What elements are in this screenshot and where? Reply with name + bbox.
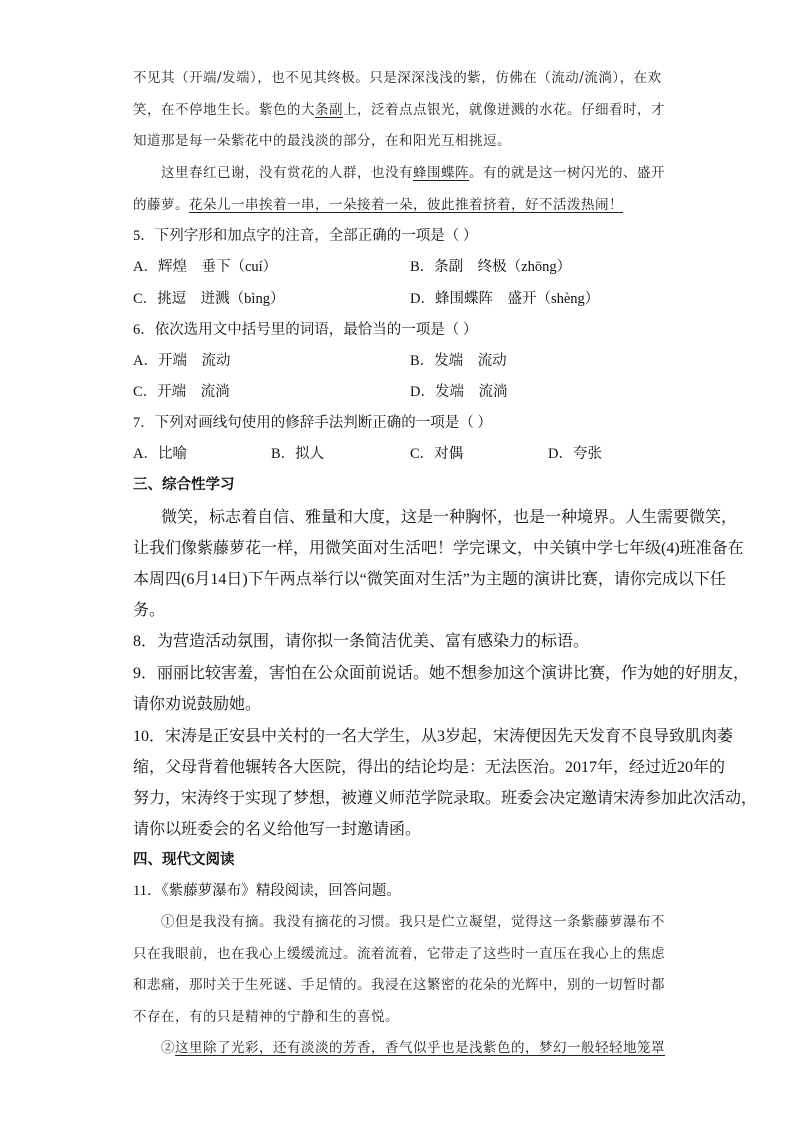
q5-option-c: C．挑逗 迸溅（bìng） bbox=[133, 291, 285, 307]
passage-text: 不见其（开端/发端），也不见其终极。只是深深浅浅的紫，仿佛在（流动/流淌），在欢 bbox=[133, 70, 662, 86]
passage-text: 这里春红已谢，没有赏花的人群，也没有 bbox=[161, 165, 413, 181]
q5-option-d: D．蜂围蝶阵 盛开（shèng） bbox=[410, 291, 600, 307]
section-3-paragraph-line: 本周四(6月14日)下午两点举行以“微笑面对生活”为主题的演讲比赛，请你完成以下任 bbox=[133, 571, 726, 588]
question-10-line-2: 缩，父母背着他辗转各大医院，得出的结论均是：无法医治。2017年，经过近20年的 bbox=[133, 759, 726, 776]
passage-text: 知道那是每一朵紫花中的最浅淡的部分，在和阳光互相挑逗。 bbox=[133, 133, 511, 149]
question-5-stem: 5．下列字形和加点字的注音，全部正确的一项是（ ） bbox=[133, 228, 478, 244]
passage-line-1 bbox=[133, 66, 663, 86]
passage-text: 上，泛着点点银光，就像迸溅的水花。仔细看时，才 bbox=[343, 102, 665, 118]
underlined-sentence: 花朵儿一串挨着一串，一朵接着一朵，彼此推着挤着，好不活泼热闹！ bbox=[189, 197, 623, 213]
reading-paragraph-1-line: ①但是我没有摘。我没有摘花的习惯。我只是伫立凝望，觉得这一条紫藤萝瀑布不 bbox=[161, 914, 665, 930]
question-9-line-2: 请你劝说鼓励她。 bbox=[133, 696, 262, 713]
passage-line-2 bbox=[133, 98, 663, 118]
q6-option-b: B．发端 流动 bbox=[410, 353, 507, 369]
underlined-word: 蜂围蝶阵 bbox=[413, 165, 469, 181]
q7-option-c: C．对偶 bbox=[410, 446, 464, 462]
section-3-paragraph-line: 务。 bbox=[133, 602, 166, 619]
passage-line-4 bbox=[161, 161, 691, 181]
underlined-sentence: 这里除了光彩，还有淡淡的芳香，香气似乎也是浅紫色的，梦幻一般轻轻地笼罩 bbox=[175, 1040, 665, 1056]
reading-paragraph-1-line: 不存在，有的只是精神的宁静和生的喜悦。 bbox=[133, 1009, 399, 1025]
reading-paragraph-1-line: 只在我眼前，也在我心上缓缓流过。流着流着，它带走了这些时一直压在我心上的焦虑 bbox=[133, 946, 665, 962]
q6-option-a: A．开端 流动 bbox=[133, 353, 231, 369]
section-3-paragraph-line: 让我们像紫藤萝花一样，用微笑面对生活吧！学完课文，中关镇中学七年级(4)班准备在 bbox=[133, 540, 744, 557]
passage-line-5 bbox=[133, 193, 663, 213]
q5-option-a: A．辉煌 垂下（cuí） bbox=[133, 259, 278, 275]
question-7-stem: 7．下列对画线句使用的修辞手法判断正确的一项是（ ） bbox=[133, 415, 492, 431]
underlined-word: 条副 bbox=[315, 102, 343, 118]
passage-text: 笑，在不停地生长。紫色的大 bbox=[133, 102, 315, 118]
question-11-stem: 11．《紫藤萝瀑布》精段阅读，回答问题。 bbox=[133, 883, 401, 899]
section-3-heading: 三、综合性学习 bbox=[133, 477, 235, 493]
paragraph-number: ② bbox=[161, 1040, 175, 1056]
q7-option-a: A．比喻 bbox=[133, 446, 187, 462]
question-10-line-4: 请你以班委会的名义给他写一封邀请函。 bbox=[133, 821, 422, 838]
q6-option-d: D．发端 流淌 bbox=[410, 384, 508, 400]
question-8: 8．为营造活动氛围，请你拟一条简洁优美、富有感染力的标语。 bbox=[133, 633, 590, 650]
q6-option-c: C．开端 流淌 bbox=[133, 384, 230, 400]
question-6-stem: 6．依次选用文中括号里的词语，最恰当的一项是（ ） bbox=[133, 322, 478, 338]
q7-option-d: D．夸张 bbox=[548, 446, 602, 462]
reading-paragraph-1-line: 和悲痛，那时关于生死谜、手足情的。我浸在这繁密的花朵的光辉中，别的一切暂时都 bbox=[133, 977, 665, 993]
section-4-heading: 四、现代文阅读 bbox=[133, 852, 235, 868]
question-10-line-1: 10．宋涛是正安县中关村的一名大学生，从3岁起，宋涛便因先天发育不良导致肌肉萎 bbox=[133, 728, 734, 745]
question-9-line-1: 9．丽丽比较害羞，害怕在公众面前说话。她不想参加这个演讲比赛，作为她的好朋友， bbox=[133, 665, 750, 682]
passage-line-3 bbox=[133, 129, 663, 149]
reading-paragraph-2-line bbox=[161, 1036, 665, 1056]
passage-text: 的藤萝。 bbox=[133, 197, 189, 213]
question-10-line-3: 努力，宋涛终于实现了梦想，被遵义师范学院录取。班委会决定邀请宋涛参加此次活动， bbox=[133, 790, 758, 807]
q7-option-b: B．拟人 bbox=[271, 446, 325, 462]
q5-option-b: B．条副 终极（zhōng） bbox=[410, 259, 572, 275]
section-3-paragraph-line: 微笑，标志着自信、雅量和大度，这是一种胸怀，也是一种境界。人生需要微笑， bbox=[161, 509, 738, 526]
passage-text: 。有的就是这一树闪光的、盛开 bbox=[469, 165, 665, 181]
